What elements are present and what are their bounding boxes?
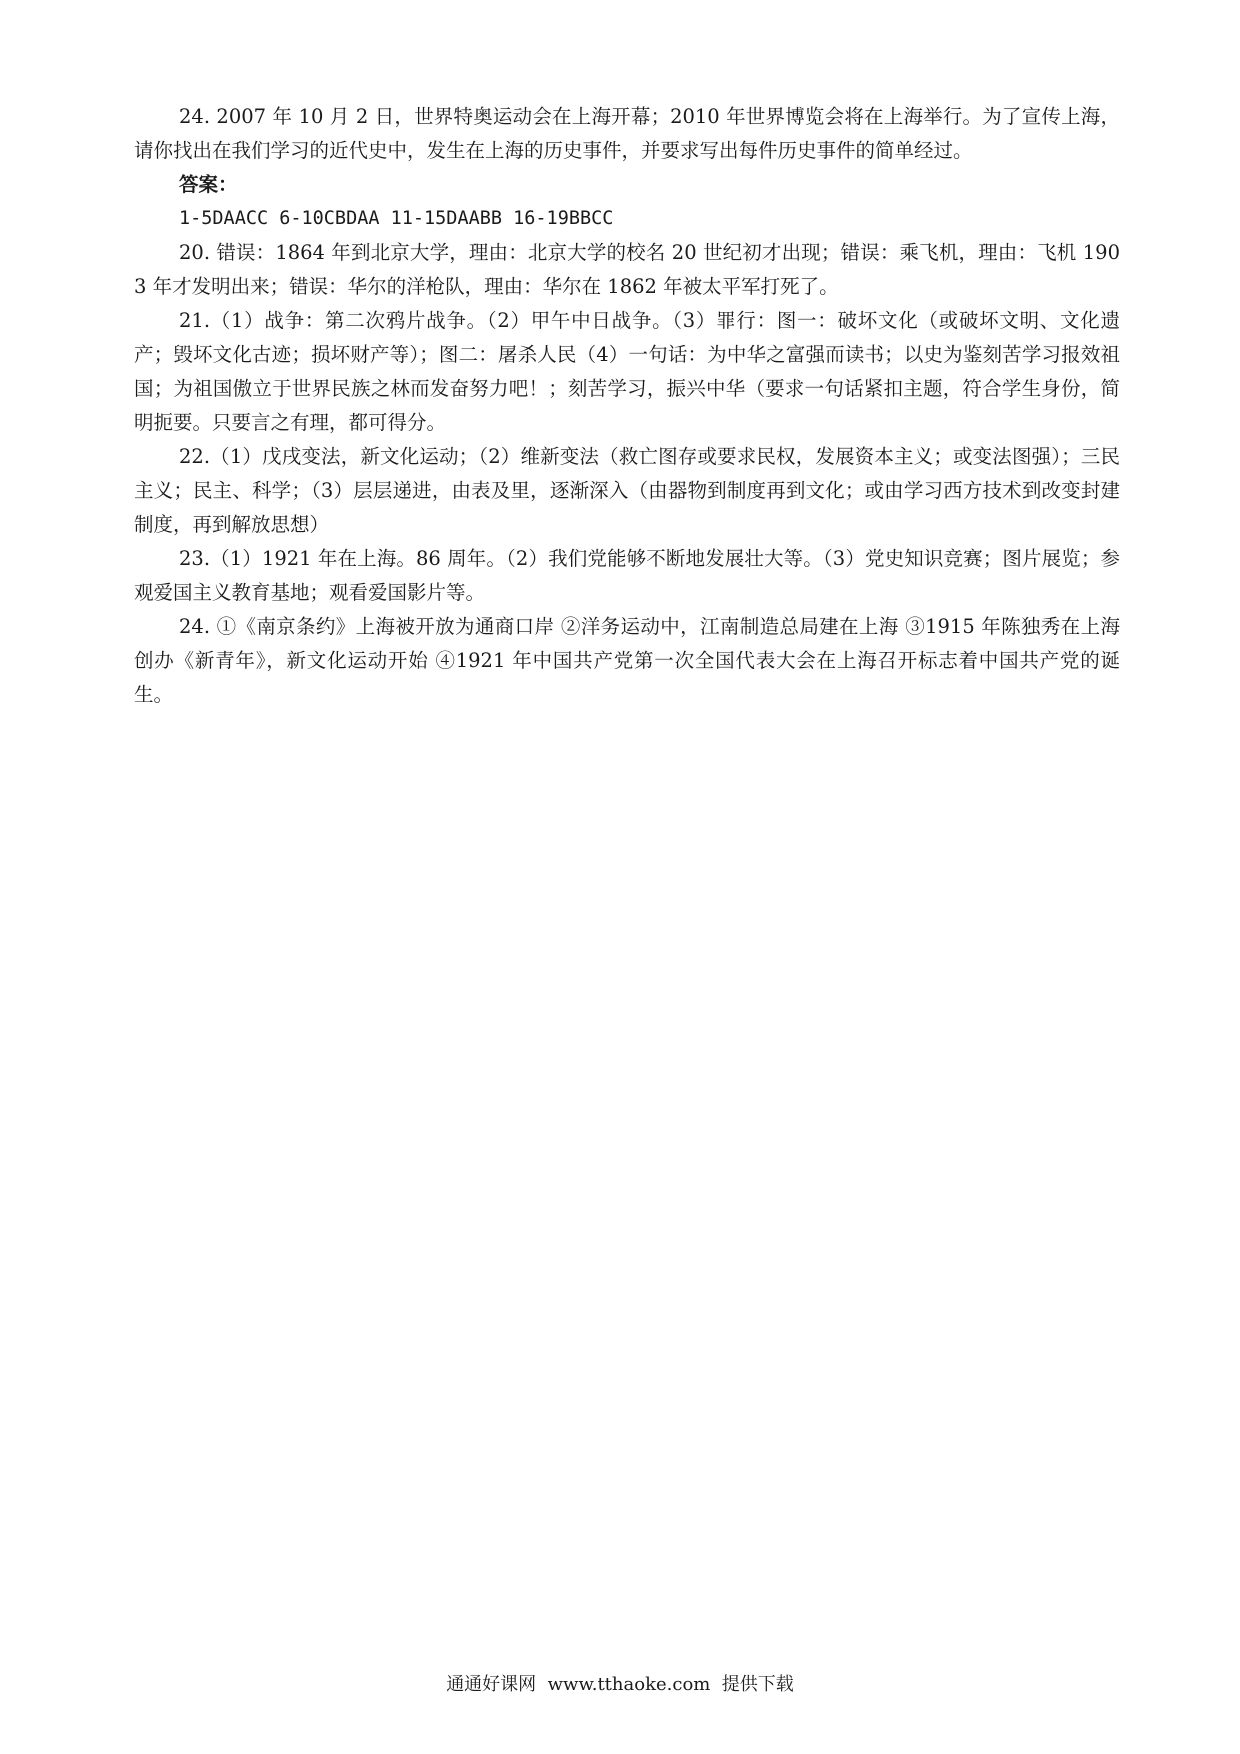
- answer-21: 21.（1）战争：第二次鸦片战争。（2）甲午中日战争。（3）罪行：图一：破坏文化（或破坏文明、文化遗产；毁坏文化古迹；损坏财产等）；图二：屠杀人民（4）一句话：为中华之富强而读书；以史为鉴刻苦学习报效祖国；为祖国傲立于世界民族之林而发奋努力吧！；刻苦学习，振兴中华（要求一句话紧扣主题，符合学生身份，简明扼要。只要言之有理，都可得分。: [134, 309, 1120, 434]
- page-footer: [0, 1670, 1240, 1696]
- footer-site-name: 通通好课网: [446, 1674, 537, 1695]
- answer-20: 20. 错误：1864 年到北京大学，理由：北京大学的校名 20 世纪初才出现；错误：乘飞机，理由：飞机 1903 年才发明出来；错误：华尔的洋枪队，理由：华尔在 1862 年被太平军打死了。: [134, 241, 1120, 298]
- choice-answers: 1-5DAACC 6-10CBDAA 11-15DAABB 16-19BBCC: [179, 208, 614, 229]
- answer-22: 22.（1）戊戌变法，新文化运动；（2）维新变法（救亡图存或要求民权，发展资本主义；或变法图强）；三民主义；民主、科学；（3）层层递进，由表及里，逐渐深入（由器物到制度再到文化；或由学习西方技术到改变封建制度，再到解放思想）: [134, 445, 1120, 536]
- question-24: 24. 2007 年 10 月 2 日，世界特奥运动会在上海开幕；2010 年世界博览会将在上海举行。为了宣传上海，请你找出在我们学习的近代史中，发生在上海的历史事件，并要求写出每件历史事件的简单经过。: [134, 105, 1120, 162]
- answer-23: 23.（1）1921 年在上海。86 周年。（2）我们党能够不断地发展壮大等。（3）党史知识竞赛；图片展览；参观爱国主义教育基地；观看爱国影片等。: [134, 547, 1120, 604]
- footer-suffix: 提供下载: [721, 1674, 794, 1695]
- document-body: [134, 100, 1120, 712]
- answer-24: 24. ①《南京条约》上海被开放为通商口岸 ②洋务运动中，江南制造总局建在上海 ③1915 年陈独秀在上海创办《新青年》，新文化运动开始 ④1921 年中国共产党第一次全国代表大会在上海召开标志着中国共产党的诞生。: [134, 615, 1120, 706]
- answer-heading: 答案：: [179, 173, 238, 196]
- footer-url[interactable]: www.tthaoke.com: [547, 1674, 711, 1695]
